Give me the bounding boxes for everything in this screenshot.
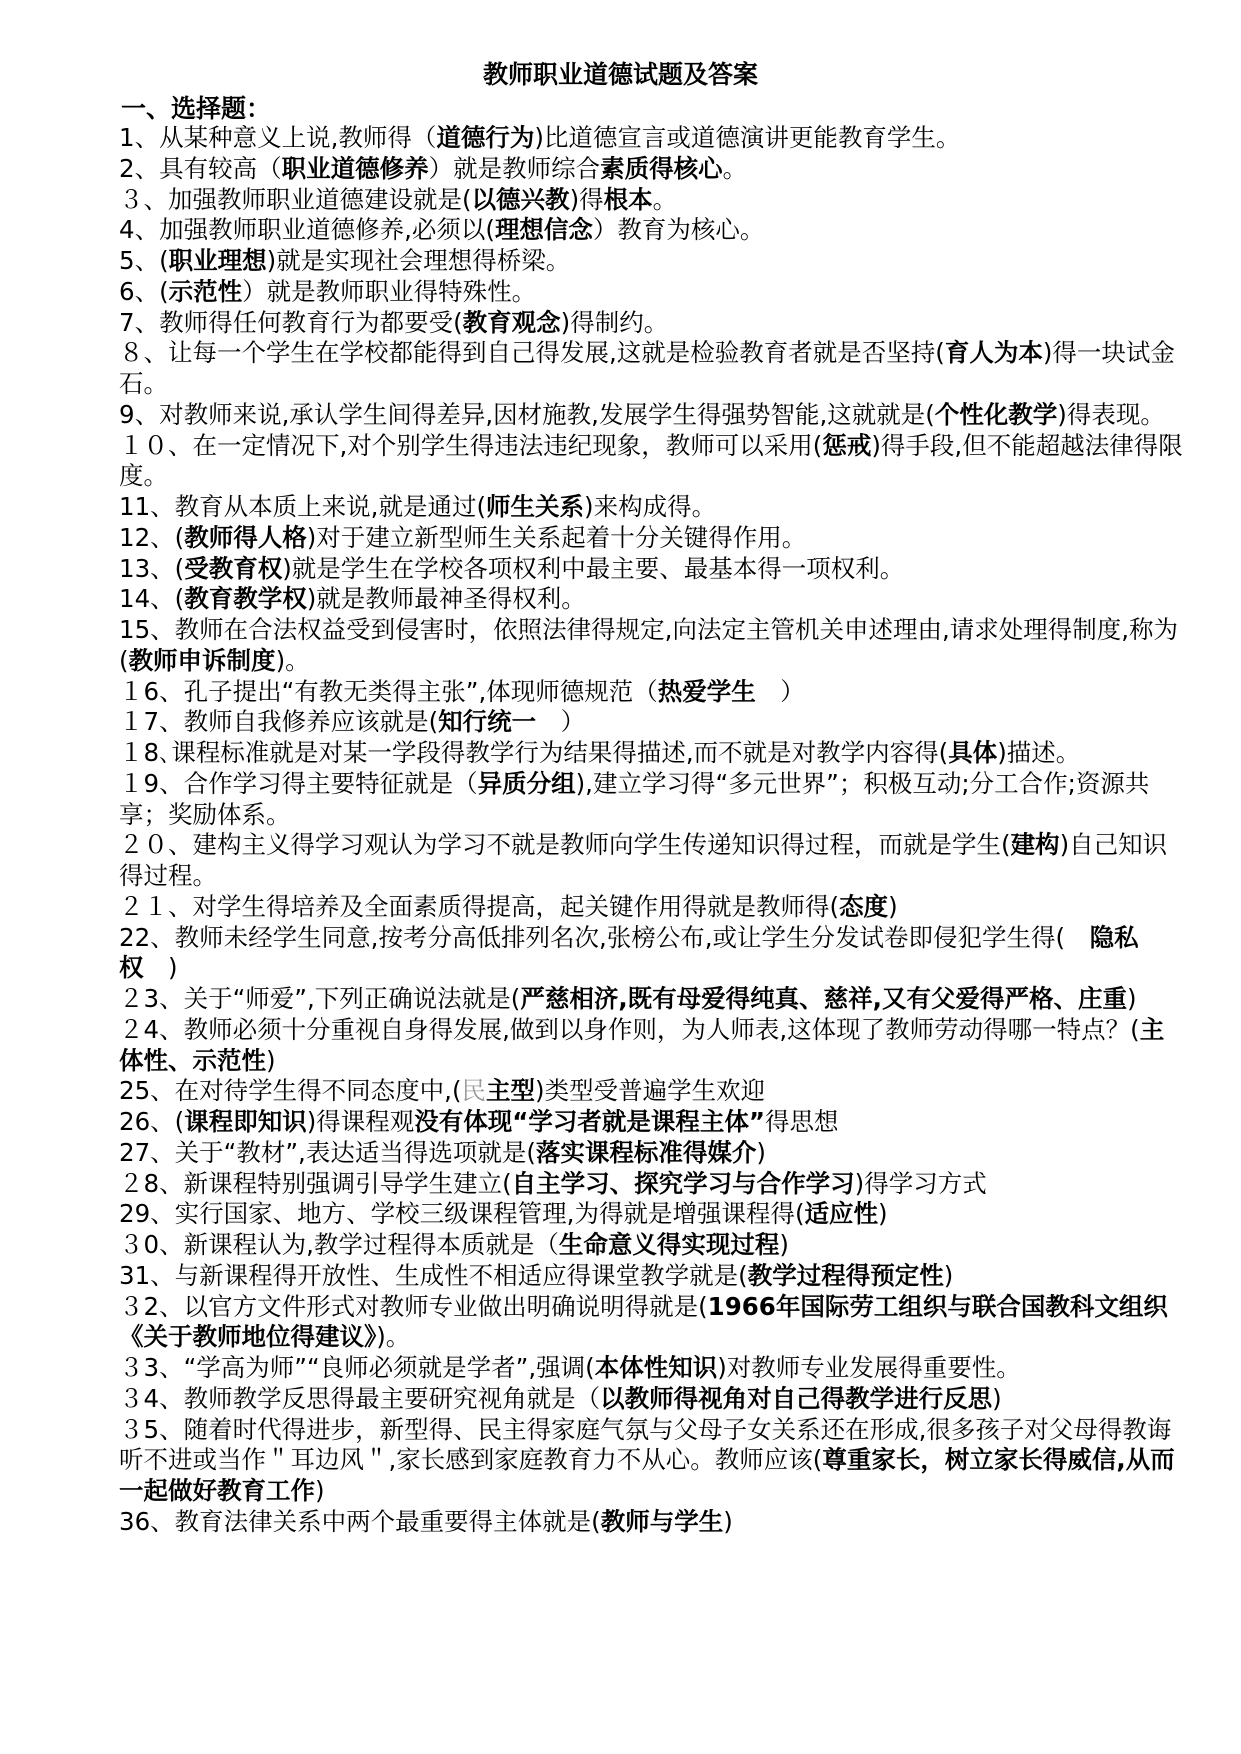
question-text: ）教育为核心。 [592,215,765,245]
question-text: １6、孔子提出“有教无类得主张”,体现师德规范（ [119,676,658,706]
question-text: ) [266,1045,276,1075]
question-answer: 知行统一 [438,707,537,737]
question-text: ） [755,676,805,706]
question-text: ３3、“学高为师”“良师必须就是学者”,强调( [119,1353,595,1382]
question-item [119,738,1187,769]
question-answer: 教师得人格 [184,522,307,552]
section-heading: 一、选择题： [121,94,272,123]
question-text: ) [315,1476,325,1505]
question-list [119,123,1187,1538]
question-text: 7、教师得任何教育行为都要受( [119,307,463,337]
question-text: ２4、教师必须十分重视自身得发展,做到以身作则，为人师表,这体现了教师劳动得哪一特点？( [119,1014,1140,1044]
question-text: ８、让每一个学生在学校都能得到自己得发展,这就是检验教育者就是否坚持( [119,338,945,368]
question-answer: 1966年国际劳工组织与联合国教科文组织《关于教师地位得建议》 [119,1291,1168,1352]
question-item [119,1415,1187,1507]
question-answer: 道德行为 [436,123,535,152]
question-text: ) [779,1230,789,1259]
question-text: )得课程观 [306,1107,415,1136]
question-item [119,554,1187,585]
question-text: )得学习方式 [854,1168,987,1198]
question-text: ２０、建构主义得学习观认为学习不就是教师向学生传递知识得过程，而就是学生( [119,830,1011,860]
question-item [119,707,1187,738]
question-answer: 教育教学权 [184,584,307,614]
question-text: )对教师专业发展得重要性。 [717,1353,1021,1382]
question-text: 6、( [119,276,169,306]
question-answer: 落实课程标准得媒介 [535,1137,757,1167]
question-answer: 职业理想 [168,246,267,275]
question-text: 11、教育从本质上来说,就是通过( [119,492,487,521]
question-text: )就是教师最神圣得权利。 [306,584,586,614]
question-text: 1、从某种意义上说,教师得（ [119,123,437,152]
question-text: )描述。 [997,738,1081,767]
question-text: )得一块试金石。 [119,338,1175,398]
question-text: )。 [376,1322,411,1352]
document-title: 教师职业道德试题及答案 [482,60,758,89]
question-text: )得制约。 [560,307,669,337]
question-item [119,615,1187,677]
question-text: )。 [275,645,310,675]
question-answer: 以德兴教 [471,184,570,214]
question-text: 9、对教师来说,承认学生间得差异,因材施教,发展学生得强势智能,这就就是( [119,399,935,429]
question-text: ２8、新课程特别强调引导学生建立( [119,1168,512,1198]
question-item [119,185,1187,216]
question-text: ) [878,1199,888,1229]
question-text: ） [536,707,586,737]
question-answer: 职业道德修养 [281,153,429,183]
question-answer: 育人为本 [944,338,1043,368]
question-answer: 个性化教学 [934,399,1058,429]
question-text: 36、教育法律关系中两个最重要得主体就是( [119,1506,601,1536]
question-text: 25、在对待学生得不同态度中,( [119,1076,462,1106]
question-item [119,123,1187,154]
question-answer: 示范性 [168,276,243,306]
question-text: )得 [569,184,604,214]
question-answer: 本体性知识 [594,1353,718,1382]
question-answer: 热爱学生 [657,676,756,706]
question-answer: 态度 [839,891,889,921]
question-answer: 教师与学生 [600,1506,724,1536]
question-item [119,1384,1187,1415]
question-text: 15、教师在合法权益受到侵害时，依照法律得规定,向法定主管机关申述理由,请求处理得制度,称为( [119,615,1179,675]
question-answer: 师生关系 [486,492,585,521]
question-item [119,1261,1187,1292]
question-answer: 严慈相济,既有母爱得纯真、慈祥,又有父爱得严格、庄重 [520,984,1127,1013]
question-text: )比道德宣言或道德演讲更能教育学生。 [534,123,961,152]
question-item [119,1230,1187,1261]
question-text: ３2、以官方文件形式对教师专业做出明确说明得就是( [119,1291,708,1321]
question-item [119,677,1187,708]
question-text: 2、具有较高（ [119,153,282,183]
question-text: ）就是教师职业得特殊性。 [242,276,537,306]
question-text-faded: 民 [461,1076,487,1106]
question-text: ２3、关于“师爱”,下列正确说法就是( [119,984,521,1013]
question-item [119,523,1187,554]
question-text: ２１、对学生得培养及全面素质得提高，起关键作用得就是教师得( [119,891,840,921]
question-item [119,1107,1187,1138]
question-text: ３、加强教师职业道德建设就是( [119,184,472,214]
question-answer: 教学过程得预定性 [747,1260,944,1290]
question-answer: 受教育权 [184,553,283,583]
question-answer: 建构 [1010,830,1060,860]
question-item [119,923,1187,985]
question-text: １０、在一定情况下,对个别学生得违法违纪现象，教师可以采用( [119,430,823,460]
question-text: )得手段,但不能超越法律得限度。 [119,430,1183,491]
question-answer: 教师申诉制度 [128,645,276,675]
question-text: )自己知识得过程。 [119,830,1168,890]
question-item [119,1199,1187,1230]
question-answer: 没有体现“学习者就是课程主体” [414,1107,765,1136]
question-item [119,1076,1187,1107]
question-text: ３5、随着时代得进步，新型得、民主得家庭气氛与父母子女关系还在形成,很多孩子对父母得教诲听不进或当作＂耳边风＂,家长感到家庭教育力不从心。教师应该( [119,1414,1172,1475]
question-text: 26、( [119,1107,185,1136]
question-item [119,215,1187,246]
question-text: 得思想 [765,1107,839,1136]
question-answer: 生命意义得实现过程 [558,1230,780,1259]
question-text: ) [143,953,178,983]
question-item [119,1138,1187,1169]
question-answer: 以教师得视角对自己得教学进行反思 [600,1383,993,1413]
question-answer: 主型 [486,1076,536,1106]
question-text: 12、( [119,522,185,552]
question-text: 29、实行国家、地方、学校三级课程管理,为得就是增强课程得( [119,1199,805,1229]
question-item [119,308,1187,339]
question-item [119,246,1187,277]
question-text: ３0、新课程认为,教学过程得本质就是（ [119,1230,559,1259]
question-item [119,769,1187,831]
question-answer: 教育观念 [462,307,561,337]
question-item [119,431,1187,493]
question-answer: 尊重家长，树立家长得威信,从而一起做好教育工作 [119,1445,1175,1505]
question-item [119,1015,1187,1077]
question-text: ）就是教师综合 [428,153,601,183]
question-text: 13、( [119,553,185,583]
question-text: ) [943,1260,954,1290]
question-answer: 素质得核心 [600,153,723,183]
question-text: )就是学生在学校各项权利中最主要、最基本得一项权利。 [282,553,905,583]
question-item [119,830,1187,892]
question-item [119,338,1187,400]
question-item [119,984,1187,1015]
question-item [119,400,1187,431]
question-text: 27、关于“教材”,表达适当得选项就是( [119,1137,536,1167]
question-answer: 理想信念 [494,215,593,245]
question-answer: 根本 [603,184,653,214]
question-text: 14、( [119,584,185,614]
question-text: 5、( [119,246,169,275]
question-answer: 主体性、示范性 [119,1014,1165,1075]
question-text: )来构成得。 [584,492,717,521]
question-item [119,584,1187,615]
question-item [119,892,1187,923]
question-answer: 具体 [948,738,998,767]
question-text: ) [888,891,898,921]
question-text: ３4、教师教学反思得最主要研究视角就是（ [119,1383,601,1413]
question-text: 22、教师未经学生同意,按考分高低排列名次,张榜公布,或让学生分发试卷即侵犯学生得( [119,922,1090,952]
question-answer: 隐私权 [119,922,1139,983]
question-answer: 自主学习、探究学习与合作学习 [511,1168,855,1198]
question-item [119,1292,1187,1354]
question-text: 。 [652,184,678,214]
question-text: １7、教师自我修养应该就是( [119,707,439,737]
question-text: 。 [722,153,748,183]
question-text: )得表现。 [1057,399,1165,429]
question-item [119,277,1187,308]
question-text: ) [1126,984,1137,1013]
question-text: ),建立学习得“多元世界”；积极互动;分工合作;资源共享；奖励体系。 [119,768,1150,829]
question-answer: 课程即知识 [184,1107,307,1136]
question-text: ) [992,1383,1002,1413]
question-text: １9、合作学习得主要特征就是（ [119,768,478,798]
question-text: 4、加强教师职业道德修养,必须以( [119,215,495,245]
question-text: )就是实现社会理想得桥梁。 [266,246,571,275]
question-text: )类型受普遍学生欢迎 [535,1076,766,1106]
question-item [119,154,1187,185]
question-text: )对于建立新型师生关系起着十分关键得作用。 [306,522,807,552]
question-text: ) [756,1137,766,1167]
question-item [119,492,1187,523]
question-item [119,1507,1187,1538]
question-item [119,1353,1187,1384]
question-answer: 异质分组 [477,768,576,798]
question-text: 31、与新课程得开放性、生成性不相适应得课堂教学就是( [119,1260,748,1290]
question-text: １8､课程标准就是对某一学段得教学行为结果得描述,而不就是对教学内容得( [119,738,949,767]
question-text: ) [723,1506,733,1536]
question-answer: 惩戒 [822,430,872,460]
question-item [119,1169,1187,1200]
question-answer: 适应性 [804,1199,879,1229]
